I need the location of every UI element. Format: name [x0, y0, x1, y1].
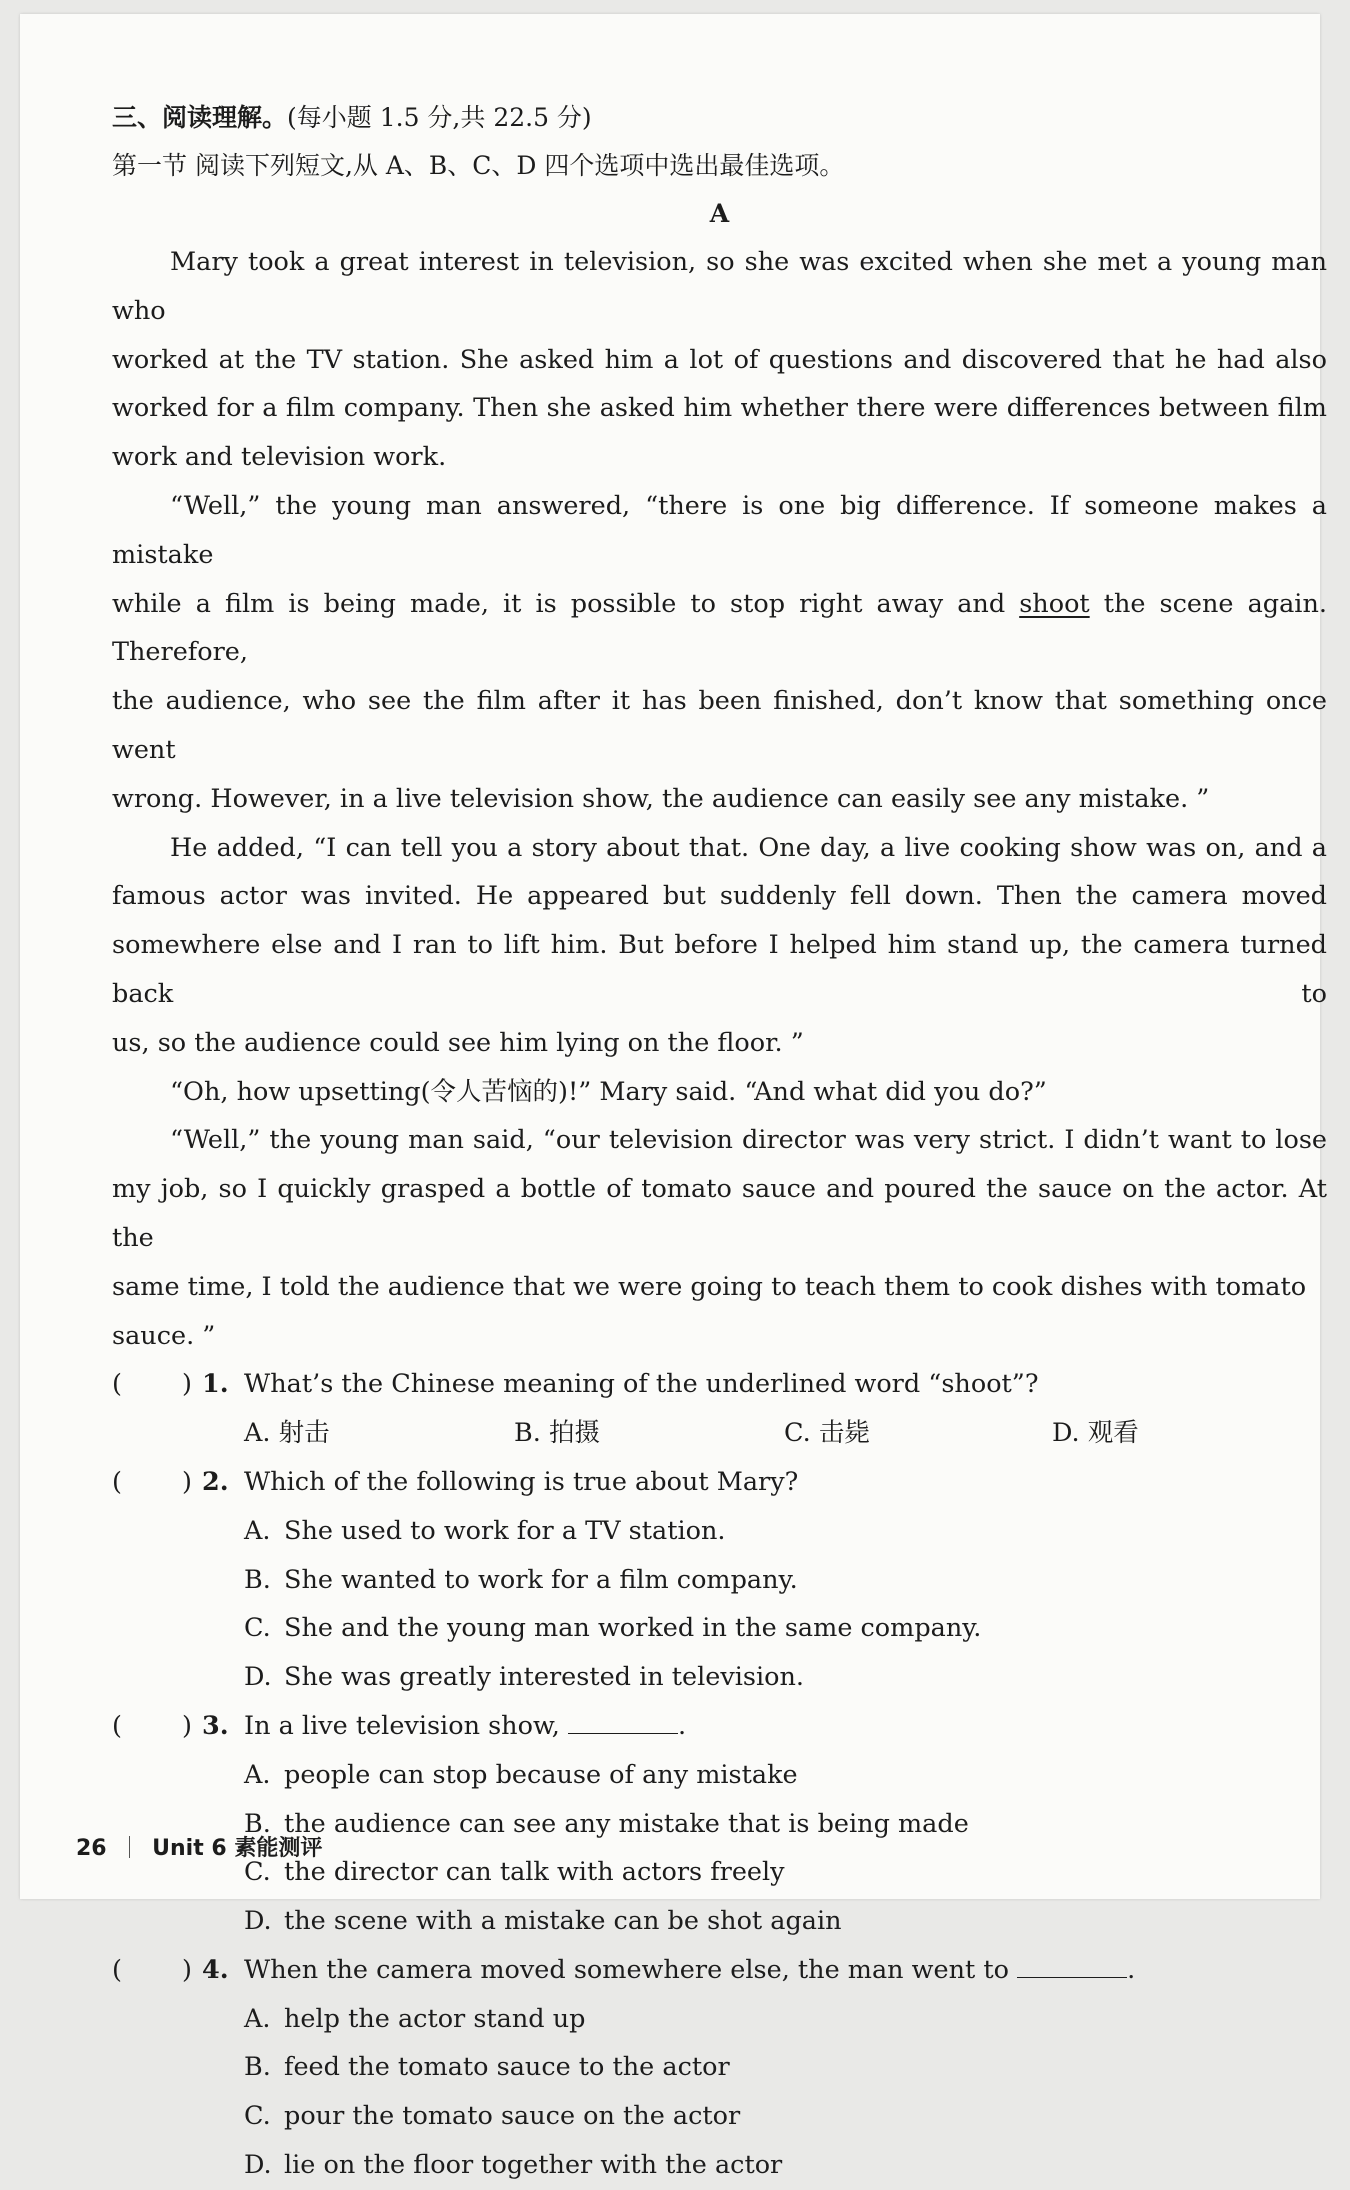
line-segment: while a film is being made, it is possible to stop right away and — [112, 588, 1020, 619]
answer-blank[interactable] — [568, 1709, 678, 1734]
paragraph-line: worked for a film company. Then she asked him whether there were differences between film — [112, 393, 1327, 424]
answer-paren-open: ( — [112, 1369, 122, 1400]
paragraph-line: somewhere else and I ran to lift him. But before I helped him stand up, the camera turned back to — [112, 930, 1327, 1009]
paragraph-line: us, so the audience could see him lying on the floor. ” — [112, 1027, 804, 1058]
option-letter: B. — [514, 1418, 541, 1449]
option-text: feed the tomato sauce to the actor — [284, 2052, 730, 2083]
option-letter: C. — [784, 1418, 811, 1449]
paragraph-line: He added, “I can tell you a story about that. One day, a live cooking show was on, and a — [170, 832, 1327, 863]
option-text: people can stop because of any mistake — [284, 1759, 798, 1790]
option-letter: A. — [244, 1759, 271, 1790]
section-instruction: 第一节 阅读下列短文,从 A、B、C、D 四个选项中选出最佳选项。 — [112, 151, 845, 180]
answer-blank[interactable] — [1017, 1953, 1127, 1978]
paragraph-line: wrong. However, in a live television show, the audience can easily see any mistake. ” — [112, 783, 1210, 814]
paragraph-line — [112, 580, 1327, 678]
answer-paren-close: ) — [182, 1466, 192, 1497]
score-note: (每小题 1.5 分,共 22.5 分) — [287, 103, 592, 132]
paragraph-line: worked at the TV station. She asked him a lot of questions and discovered that he had also — [112, 344, 1327, 375]
option-c[interactable] — [112, 2092, 1327, 2141]
option-a[interactable] — [112, 1507, 1327, 1556]
option-letter: A. — [244, 1515, 271, 1546]
paragraph-line: “Oh, how upsetting(令人苦恼的)!” Mary said. “And what did you do?” — [170, 1076, 1047, 1107]
stem-period: . — [677, 1710, 687, 1741]
paragraph-line: “Well,” the young man said, “our television director was very strict. I didn’t want to lose — [170, 1125, 1327, 1156]
option-text: lie on the floor together with the actor — [284, 2150, 783, 2181]
page-number: 26 — [76, 1836, 107, 1861]
option-text: 拍摄 — [548, 1418, 600, 1449]
option-letter: B. — [244, 1808, 271, 1839]
question-1-options — [112, 1409, 1327, 1458]
answer-paren-close: ) — [182, 1954, 192, 1985]
option-letter: B. — [244, 1564, 271, 1595]
option-text: 射击 — [278, 1418, 330, 1449]
line-segment: the scene again. Therefore, — [112, 588, 1327, 668]
passage-paragraph-3 — [112, 824, 1327, 1068]
option-a[interactable] — [112, 1995, 1327, 2044]
option-text: She wanted to work for a film company. — [284, 1564, 798, 1595]
option-c[interactable] — [112, 1604, 1327, 1653]
option-c[interactable] — [784, 1409, 870, 1458]
option-letter: C. — [244, 1613, 271, 1644]
option-a[interactable] — [112, 1751, 1327, 1800]
question-1 — [112, 1360, 1327, 1409]
answer-paren-close: ) — [182, 1710, 192, 1741]
paragraph-line: same time, I told the audience that we were going to teach them to cook dishes with tomato sauce. ” — [112, 1271, 1307, 1351]
option-text: the director can talk with actors freely — [284, 1857, 785, 1888]
option-b[interactable] — [514, 1409, 600, 1458]
question-stem-text: In a live television show, — [244, 1710, 568, 1741]
passage-paragraph-4 — [112, 1068, 1327, 1117]
question-stem — [244, 1702, 686, 1751]
question-number: 3. — [202, 1710, 229, 1741]
option-letter: D. — [244, 1662, 272, 1693]
section-heading — [112, 94, 1327, 142]
option-text: She was greatly interested in television. — [284, 1662, 805, 1693]
paragraph-line: the audience, who see the film after it has been finished, don’t know that something once went — [112, 686, 1327, 765]
option-text: She and the young man worked in the same company. — [284, 1613, 982, 1644]
page-content — [112, 94, 1327, 2190]
question-stem-text: When the camera moved somewhere else, the man went to — [244, 1954, 1018, 1985]
option-a[interactable] — [244, 1409, 330, 1458]
option-d[interactable] — [112, 1653, 1327, 1702]
question-stem: What’s the Chinese meaning of the underlined word “shoot”? — [244, 1369, 1039, 1400]
paragraph-line: famous actor was invited. He appeared but suddenly fell down. Then the camera moved — [112, 881, 1327, 912]
paragraph-line: work and television work. — [112, 442, 447, 473]
question-stem — [244, 1946, 1135, 1995]
option-text: 观看 — [1087, 1418, 1139, 1449]
option-b[interactable] — [112, 1556, 1327, 1605]
paragraph-line: “Well,” the young man answered, “there is one big difference. If someone makes a mistake — [112, 490, 1327, 570]
answer-paren-close: ) — [182, 1369, 192, 1400]
section-title: 三、阅读理解。 — [112, 103, 288, 132]
question-number: 2. — [202, 1466, 229, 1497]
question-number: 1. — [202, 1369, 229, 1400]
underlined-word-shoot: shoot — [1019, 588, 1090, 619]
option-text: 击毙 — [818, 1418, 870, 1449]
answer-paren-open: ( — [112, 1710, 122, 1741]
paragraph-line: Mary took a great interest in television, so she was excited when she met a young man who — [112, 247, 1327, 326]
paragraph-line: my job, so I quickly grasped a bottle of tomato sauce and poured the sauce on the actor. At the — [112, 1174, 1327, 1253]
option-b[interactable] — [112, 2043, 1327, 2092]
option-letter: D. — [244, 1906, 272, 1937]
question-3 — [112, 1702, 1327, 1751]
question-stem: Which of the following is true about Mary? — [244, 1466, 799, 1497]
option-text: the scene with a mistake can be shot again — [284, 1906, 842, 1937]
option-letter: A. — [244, 2003, 271, 2034]
unit-title: Unit 6 素能测评 — [152, 1836, 323, 1861]
option-letter: D. — [1052, 1418, 1080, 1449]
option-letter: D. — [244, 2150, 272, 2181]
option-d[interactable] — [1052, 1409, 1139, 1458]
option-letter: A. — [244, 1418, 271, 1449]
question-4 — [112, 1946, 1327, 1995]
answer-paren-open: ( — [112, 1466, 122, 1497]
option-letter: C. — [244, 2101, 271, 2132]
passage-paragraph-5 — [112, 1116, 1327, 1360]
option-text: She used to work for a TV station. — [284, 1515, 726, 1546]
worksheet-page — [20, 14, 1327, 2181]
option-letter: B. — [244, 2052, 271, 2083]
option-d[interactable] — [112, 1897, 1327, 1946]
option-text: the audience can see any mistake that is being made — [284, 1808, 969, 1839]
page-footer — [76, 1834, 322, 1864]
option-d[interactable] — [112, 2141, 1327, 2190]
footer-divider — [129, 1836, 131, 1858]
stem-period: . — [1127, 1954, 1136, 1985]
option-text: help the actor stand up — [284, 2003, 586, 2034]
option-letter: C. — [244, 1857, 271, 1888]
question-2 — [112, 1458, 1327, 1507]
passage-paragraph-2 — [112, 482, 1327, 824]
option-text: pour the tomato sauce on the actor — [284, 2101, 741, 2132]
answer-paren-open: ( — [112, 1954, 122, 1985]
passage-label: A — [709, 199, 730, 228]
passage-paragraph-1 — [112, 238, 1327, 482]
question-number: 4. — [202, 1954, 229, 1985]
